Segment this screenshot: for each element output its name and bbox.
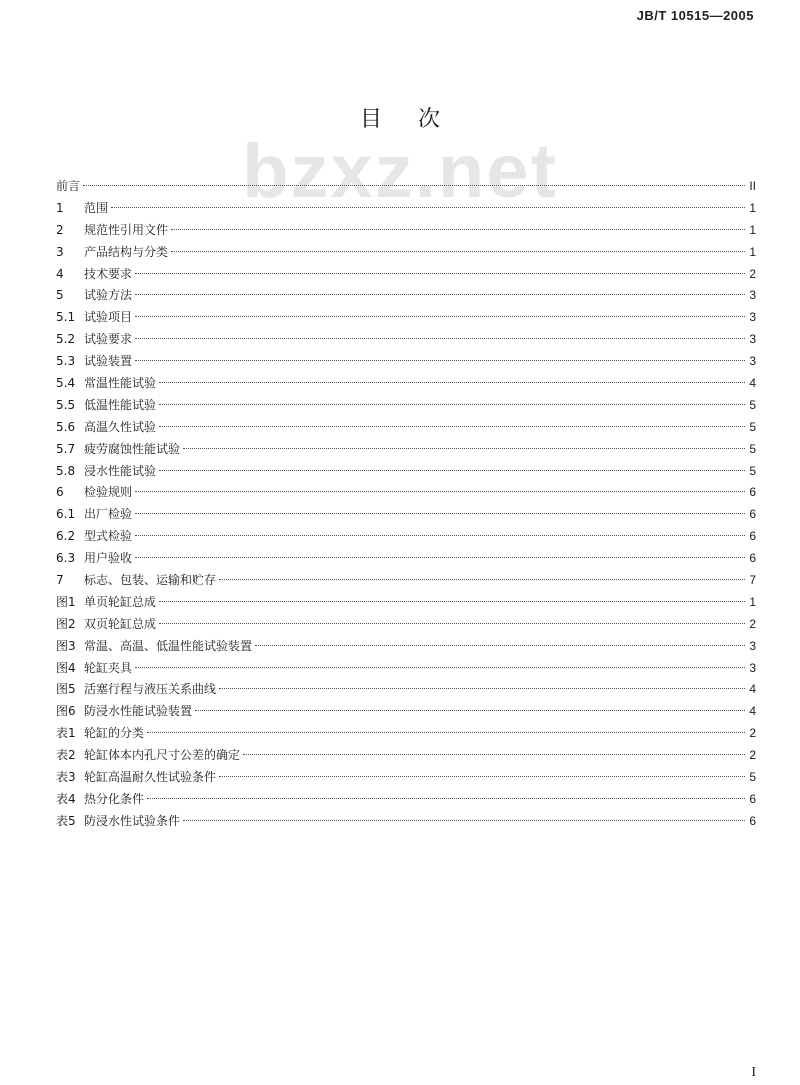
toc-entry-page: 3 <box>749 332 756 347</box>
toc-dot-leader <box>135 557 745 558</box>
toc-entry[interactable] <box>56 679 756 701</box>
standard-code: JB/T 10515—2005 <box>636 8 754 23</box>
toc-entry-title: 浸水性能试验 <box>84 463 157 478</box>
toc-entry-title: 试验装置 <box>84 354 133 369</box>
toc-entry[interactable] <box>56 636 756 658</box>
toc-dot-leader <box>159 601 745 602</box>
toc-entry-page: 6 <box>749 791 756 806</box>
toc-dot-leader <box>183 820 745 821</box>
toc-entry[interactable] <box>56 461 756 483</box>
toc-entry[interactable] <box>56 373 756 395</box>
toc-entry-page: II <box>749 179 756 193</box>
toc-entry-title: 范围 <box>84 200 109 215</box>
toc-entry[interactable] <box>56 307 756 329</box>
toc-entry-title: 常温、高温、低温性能试验装置 <box>84 638 253 653</box>
toc-entry-number: 表1 <box>56 726 76 741</box>
toc-entry-title: 技术要求 <box>84 266 133 281</box>
toc-entry[interactable] <box>56 264 756 286</box>
toc-entry-number: 5.6 <box>56 419 76 434</box>
toc-entry-number: 7 <box>56 573 64 588</box>
toc-entry-title: 疲劳腐蚀性能试验 <box>84 441 181 456</box>
toc-dot-leader <box>83 185 745 186</box>
toc-entry-title: 规范性引用文件 <box>84 222 169 237</box>
toc-dot-leader <box>219 688 745 689</box>
toc-dot-leader <box>135 513 745 514</box>
toc-entry-number: 4 <box>56 266 64 281</box>
toc-dot-leader <box>135 316 745 317</box>
watermark: bzxz.net <box>242 129 558 214</box>
toc-entry[interactable] <box>56 592 756 614</box>
toc-dot-leader <box>159 404 745 405</box>
toc-entry[interactable] <box>56 482 756 504</box>
toc-entry-page: 6 <box>749 485 756 500</box>
toc-dot-leader <box>135 535 745 536</box>
toc-entry-title: 常温性能试验 <box>84 376 157 391</box>
toc-entry[interactable] <box>56 614 756 636</box>
toc-dot-leader <box>243 754 745 755</box>
toc-entry-number: 5.8 <box>56 463 76 478</box>
toc-entry-title: 型式检验 <box>84 529 133 544</box>
toc-entry-number: 6.2 <box>56 529 76 544</box>
toc-dot-leader <box>111 207 745 208</box>
toc-entry-page: 4 <box>749 376 756 391</box>
toc-entry-number: 5 <box>56 288 64 303</box>
toc-entry-page: 3 <box>749 354 756 369</box>
toc-entry-page: 2 <box>749 726 756 741</box>
toc-entry[interactable] <box>56 242 756 264</box>
toc-dot-leader <box>159 426 745 427</box>
toc-dot-leader <box>135 294 745 295</box>
toc-entry[interactable] <box>56 723 756 745</box>
toc-entry-page: 5 <box>749 463 756 478</box>
toc-dot-leader <box>171 229 745 230</box>
toc-entry-number: 1 <box>56 200 64 215</box>
toc-entry-title: 低温性能试验 <box>84 397 157 412</box>
toc-dot-leader <box>219 579 745 580</box>
toc-entry-number: 图4 <box>56 660 76 675</box>
toc-entry-title: 产品结构与分类 <box>84 244 169 259</box>
toc-entry-page: 1 <box>749 244 756 259</box>
toc-entry-number: 表2 <box>56 748 76 763</box>
toc-entry-page: 6 <box>749 813 756 828</box>
toc-entry-title: 前言 <box>56 179 81 193</box>
toc-dot-leader <box>147 798 745 799</box>
toc-entry-title: 用户验收 <box>84 551 133 566</box>
toc-entry-number: 表5 <box>56 813 76 828</box>
toc-dot-leader <box>159 470 745 471</box>
toc-entry-title: 高温久性试验 <box>84 419 157 434</box>
toc-entry[interactable] <box>56 329 756 351</box>
toc-entry-page: 3 <box>749 310 756 325</box>
toc-entry-page: 1 <box>749 200 756 215</box>
toc-dot-leader <box>183 448 745 449</box>
toc-entry-title: 单页轮缸总成 <box>84 594 157 609</box>
toc-entry-title: 轮缸夹具 <box>84 660 133 675</box>
toc-entry[interactable] <box>56 395 756 417</box>
toc-entry-title: 防浸水性试验条件 <box>84 813 181 828</box>
toc-dot-leader <box>135 491 745 492</box>
toc-entry-page: 7 <box>749 573 756 588</box>
table-of-contents <box>56 176 756 833</box>
toc-entry[interactable] <box>56 789 756 811</box>
toc-entry-number: 图3 <box>56 638 76 653</box>
toc-entry-title: 出厂检验 <box>84 507 133 522</box>
toc-dot-leader <box>135 360 745 361</box>
toc-entry[interactable] <box>56 198 756 220</box>
toc-entry-page: 5 <box>749 770 756 785</box>
toc-entry[interactable] <box>56 701 756 723</box>
toc-entry-number: 图2 <box>56 616 76 631</box>
toc-entry-number: 图6 <box>56 704 76 719</box>
toc-entry-page: 3 <box>749 660 756 675</box>
toc-entry[interactable] <box>56 417 756 439</box>
toc-entry[interactable] <box>56 285 756 307</box>
toc-entry-number: 6 <box>56 485 64 500</box>
toc-entry-number: 5.2 <box>56 332 76 347</box>
toc-entry-title: 双页轮缸总成 <box>84 616 157 631</box>
toc-entry[interactable] <box>56 570 756 592</box>
toc-dot-leader <box>255 645 745 646</box>
toc-entry-page: 5 <box>749 419 756 434</box>
toc-entry-title: 试验要求 <box>84 332 133 347</box>
toc-entry[interactable] <box>56 526 756 548</box>
toc-entry-page: 4 <box>749 704 756 719</box>
toc-entry-number: 6.3 <box>56 551 76 566</box>
toc-entry-number: 5.7 <box>56 441 76 456</box>
toc-entry-number: 5.1 <box>56 310 76 325</box>
toc-entry[interactable] <box>56 658 756 680</box>
toc-entry-title: 检验规则 <box>84 485 133 500</box>
toc-entry-page: 6 <box>749 551 756 566</box>
toc-entry-number: 表4 <box>56 791 76 806</box>
toc-dot-leader <box>219 776 745 777</box>
toc-entry[interactable] <box>56 745 756 767</box>
toc-entry-page: 1 <box>749 594 756 609</box>
toc-entry-number: 5.3 <box>56 354 76 369</box>
toc-dot-leader <box>147 732 745 733</box>
toc-entry-page: 2 <box>749 748 756 763</box>
toc-entry[interactable] <box>56 439 756 461</box>
toc-entry-page: 3 <box>749 638 756 653</box>
toc-entry-page: 4 <box>749 682 756 697</box>
toc-entry[interactable] <box>56 811 756 833</box>
toc-entry-title: 试验方法 <box>84 288 133 303</box>
toc-entry-page: 5 <box>749 441 756 456</box>
toc-entry-title: 轮缸体本内孔尺寸公差的确定 <box>84 748 241 763</box>
toc-dot-leader <box>135 338 745 339</box>
toc-entry-page: 6 <box>749 507 756 522</box>
toc-entry-title: 活塞行程与液压关系曲线 <box>84 682 217 697</box>
toc-entry[interactable] <box>56 351 756 373</box>
page-number: I <box>751 1065 756 1080</box>
toc-entry-title: 标志、包装、运输和贮存 <box>84 573 217 588</box>
toc-entry-title: 试验项目 <box>84 310 133 325</box>
toc-entry[interactable] <box>56 176 756 198</box>
toc-entry-number: 图5 <box>56 682 76 697</box>
toc-entry-number: 图1 <box>56 594 76 609</box>
page-title: 目次 <box>359 107 476 132</box>
toc-entry-number: 2 <box>56 222 64 237</box>
toc-entry[interactable] <box>56 504 756 526</box>
toc-dot-leader <box>159 623 745 624</box>
toc-entry-number: 5.5 <box>56 397 76 412</box>
toc-entry-title: 热分化条件 <box>84 791 145 806</box>
toc-entry-number: 表3 <box>56 770 76 785</box>
toc-entry-title: 防浸水性能试验装置 <box>84 704 193 719</box>
toc-entry-page: 6 <box>749 529 756 544</box>
toc-entry-title: 轮缸的分类 <box>84 726 145 741</box>
toc-dot-leader <box>171 251 745 252</box>
toc-entry[interactable] <box>56 548 756 570</box>
toc-entry[interactable] <box>56 220 756 242</box>
toc-entry-number: 5.4 <box>56 376 76 391</box>
toc-entry[interactable] <box>56 767 756 789</box>
toc-entry-number: 6.1 <box>56 507 76 522</box>
toc-dot-leader <box>195 710 745 711</box>
toc-entry-page: 2 <box>749 266 756 281</box>
toc-entry-page: 5 <box>749 397 756 412</box>
toc-entry-page: 2 <box>749 616 756 631</box>
toc-entry-page: 3 <box>749 288 756 303</box>
toc-dot-leader <box>159 382 745 383</box>
toc-entry-number: 3 <box>56 244 64 259</box>
toc-entry-title: 轮缸高温耐久性试验条件 <box>84 770 217 785</box>
toc-dot-leader <box>135 667 745 668</box>
toc-dot-leader <box>135 273 745 274</box>
toc-entry-page: 1 <box>749 222 756 237</box>
